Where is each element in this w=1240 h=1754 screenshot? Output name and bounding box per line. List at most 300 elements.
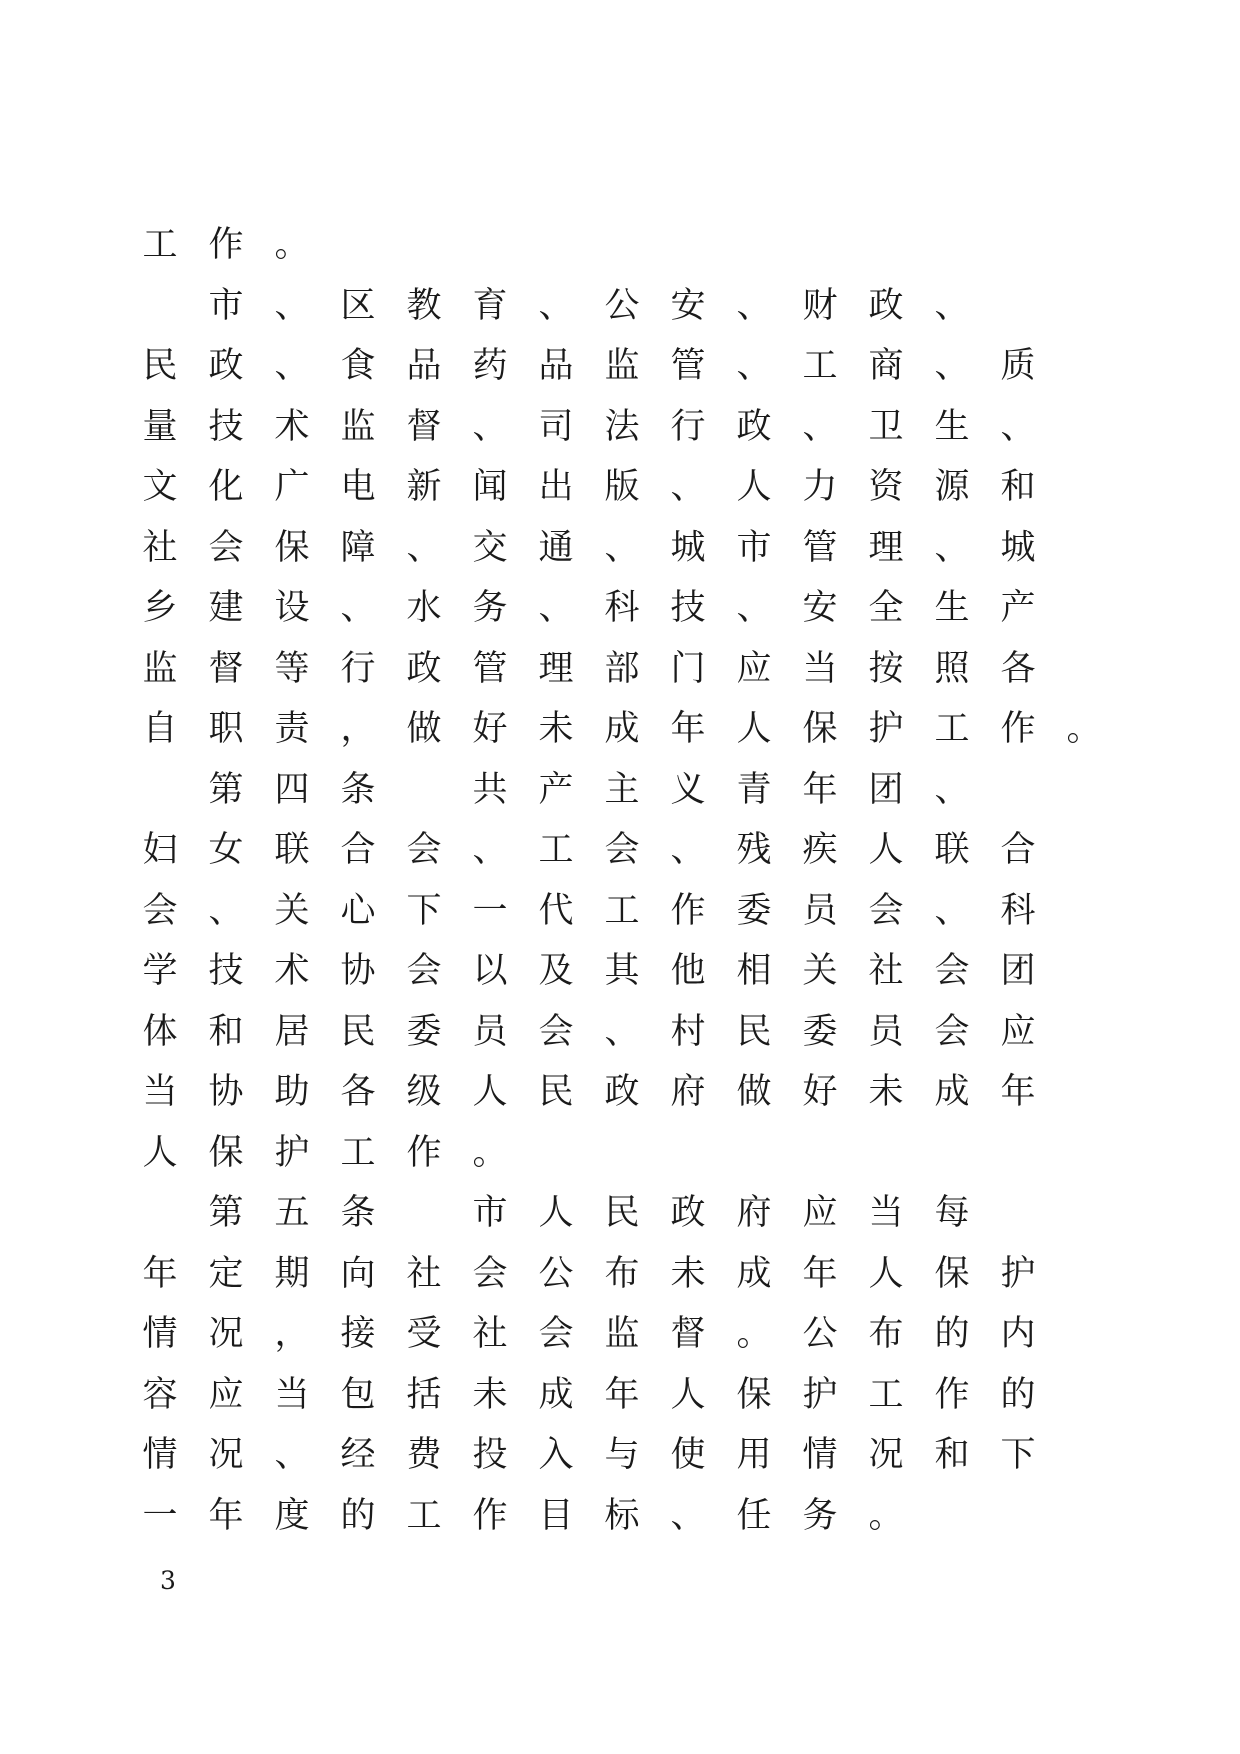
text-char: 会: [406, 830, 442, 870]
text-char: 生: [934, 588, 970, 628]
text-char: 、: [604, 527, 640, 568]
text-char: 、: [736, 588, 772, 628]
text-char: 、: [736, 285, 772, 326]
text-char: 质: [1000, 346, 1036, 386]
text-char: 与: [604, 1435, 640, 1475]
text-char: 产: [538, 769, 574, 810]
text-char: 理: [538, 648, 574, 689]
text-char: 、: [670, 830, 706, 870]
text-char: 督: [406, 406, 442, 447]
text-char: 团: [868, 769, 904, 810]
text-char: 、: [1000, 406, 1036, 447]
text-char: [394, 760, 454, 820]
text-line: [142, 1365, 1160, 1425]
text-char: 产: [1000, 588, 1036, 628]
text-char: 监: [142, 648, 178, 689]
text-char: 费: [406, 1435, 442, 1475]
text-char: 第: [208, 769, 244, 810]
text-char: 合: [1000, 830, 1036, 870]
text-char: 作: [1000, 709, 1036, 749]
text-char: 会: [406, 951, 442, 991]
text-char: 安: [802, 588, 838, 628]
text-char: 会: [934, 951, 970, 991]
text-char: 团: [1000, 951, 1036, 991]
text-char: 市: [736, 527, 772, 568]
text-char: 民: [142, 346, 178, 386]
text-char: 门: [670, 648, 706, 689]
text-char: 城: [670, 527, 706, 568]
text-char: 会: [208, 527, 244, 568]
text-char: 化: [208, 467, 244, 507]
text-char: 做: [736, 1072, 772, 1112]
text-line: [142, 881, 1160, 941]
text-char: 成: [934, 1072, 970, 1112]
text-char: 度: [274, 1495, 310, 1536]
text-char: 术: [274, 951, 310, 991]
text-char: 、: [670, 1495, 706, 1536]
text-char: 行: [670, 406, 706, 447]
text-char: 通: [538, 527, 574, 568]
text-char: 作: [406, 1132, 442, 1173]
text-char: 社: [472, 1314, 508, 1354]
text-char: 会: [868, 890, 904, 931]
text-line: [142, 1062, 1160, 1122]
text-char: 和: [934, 1435, 970, 1475]
text-char: ，: [340, 709, 376, 749]
text-char: 职: [208, 709, 244, 749]
text-char: 、: [538, 588, 574, 628]
text-char: 。: [868, 1495, 904, 1536]
text-char: 四: [274, 769, 310, 810]
text-char: 年: [208, 1495, 244, 1536]
text-char: 监: [604, 1314, 640, 1354]
text-char: 、: [802, 406, 838, 447]
text-char: 行: [340, 648, 376, 689]
text-char: 区: [340, 285, 376, 326]
text-char: 和: [1000, 467, 1036, 507]
text-char: 会: [538, 1011, 574, 1052]
text-char: 况: [868, 1435, 904, 1475]
text-char: 管: [802, 527, 838, 568]
text-char: 术: [274, 406, 310, 447]
text-char: 水: [406, 588, 442, 628]
text-char: 、: [406, 527, 442, 568]
text-line: [142, 1304, 1160, 1364]
text-char: 、: [274, 285, 310, 326]
text-char: 心: [340, 890, 376, 931]
text-char: 管: [472, 648, 508, 689]
text-char: 、: [604, 1011, 640, 1052]
text-char: 成: [604, 709, 640, 749]
text-char: 受: [406, 1314, 442, 1354]
text-char: 未: [868, 1072, 904, 1112]
text-char: 工: [142, 225, 178, 265]
text-char: 、: [736, 346, 772, 386]
text-char: 会: [538, 1314, 574, 1354]
text-char: 级: [406, 1072, 442, 1112]
text-char: 政: [868, 285, 904, 326]
text-char: 政: [406, 648, 442, 689]
text-char: 理: [868, 527, 904, 568]
text-char: 食: [340, 346, 376, 386]
text-char: 的: [340, 1495, 376, 1536]
text-char: 科: [1000, 890, 1036, 931]
text-char: [130, 1183, 190, 1243]
text-char: 当: [274, 1374, 310, 1415]
text-char: 未: [472, 1374, 508, 1415]
text-char: 、: [934, 346, 970, 386]
text-line: [142, 578, 1160, 638]
text-char: 他: [670, 951, 706, 991]
text-char: 安: [670, 285, 706, 326]
text-char: 作: [472, 1495, 508, 1536]
text-char: 代: [538, 890, 574, 931]
text-char: 版: [604, 467, 640, 507]
text-char: 向: [340, 1253, 376, 1294]
text-char: 会: [472, 1253, 508, 1294]
text-char: 技: [208, 406, 244, 447]
text-char: 各: [340, 1072, 376, 1112]
text-char: 况: [208, 1314, 244, 1354]
text-char: 员: [472, 1011, 508, 1052]
text-char: 公: [538, 1253, 574, 1294]
text-char: 务: [802, 1495, 838, 1536]
text-char: 量: [142, 406, 178, 447]
text-char: 全: [868, 588, 904, 628]
text-char: 条: [340, 769, 376, 810]
text-char: 关: [274, 890, 310, 931]
text-char: 工: [934, 709, 970, 749]
text-char: 助: [274, 1072, 310, 1112]
text-char: 人: [868, 830, 904, 870]
text-line: [142, 1002, 1160, 1062]
text-char: 建: [208, 588, 244, 628]
text-line: [142, 699, 1160, 759]
text-char: 下: [406, 890, 442, 931]
text-char: 好: [802, 1072, 838, 1112]
text-char: 作: [208, 225, 244, 265]
text-char: 品: [538, 346, 574, 386]
text-char: 工: [340, 1132, 376, 1173]
text-char: 人: [472, 1072, 508, 1112]
text-char: 技: [208, 951, 244, 991]
text-char: 市: [208, 285, 244, 326]
text-char: 卫: [868, 406, 904, 447]
text-char: 内: [1000, 1314, 1036, 1354]
text-char: 工: [538, 830, 574, 870]
text-char: 、: [670, 467, 706, 507]
text-char: 会: [142, 890, 178, 931]
text-char: 民: [736, 1011, 772, 1052]
text-char: 联: [934, 830, 970, 870]
text-char: 做: [406, 709, 442, 749]
text-char: 督: [208, 648, 244, 689]
text-char: 、: [274, 346, 310, 386]
text-char: 目: [538, 1495, 574, 1536]
text-char: 况: [208, 1435, 244, 1475]
text-char: 。: [736, 1314, 772, 1354]
text-char: 共: [472, 769, 508, 810]
text-char: 以: [472, 951, 508, 991]
text-char: 民: [340, 1011, 376, 1052]
text-char: 当: [868, 1193, 904, 1233]
text-char: 年: [670, 709, 706, 749]
text-char: 应: [1000, 1011, 1036, 1052]
text-char: 城: [1000, 527, 1036, 568]
text-char: 当: [142, 1072, 178, 1112]
text-char: 第: [208, 1193, 244, 1233]
text-char: 会: [934, 1011, 970, 1052]
text-char: 年: [802, 1253, 838, 1294]
text-char: 人: [736, 709, 772, 749]
text-line: [160, 276, 1160, 336]
text-char: 委: [802, 1011, 838, 1052]
text-char: 人: [538, 1193, 574, 1233]
text-char: 府: [670, 1072, 706, 1112]
text-char: 作: [670, 890, 706, 931]
text-char: 民: [604, 1193, 640, 1233]
page-number: 3: [160, 1566, 176, 1595]
text-char: 相: [736, 951, 772, 991]
text-char: 村: [670, 1011, 706, 1052]
text-char: 布: [868, 1314, 904, 1354]
text-char: 情: [802, 1435, 838, 1475]
text-char: 政: [208, 346, 244, 386]
text-char: 、: [934, 285, 970, 326]
text-char: 人: [670, 1374, 706, 1415]
text-char: 当: [802, 648, 838, 689]
text-char: 人: [736, 467, 772, 507]
text-char: 年: [1000, 1072, 1036, 1112]
text-char: 情: [142, 1314, 178, 1354]
text-char: 公: [604, 285, 640, 326]
text-char: 等: [274, 648, 310, 689]
text-line: [160, 760, 1160, 820]
text-char: 。: [274, 225, 310, 265]
text-char: 年: [142, 1253, 178, 1294]
text-char: 民: [538, 1072, 574, 1112]
text-char: 主: [604, 769, 640, 810]
text-line: [142, 215, 1160, 275]
text-char: 会: [604, 830, 640, 870]
text-char: 应: [208, 1374, 244, 1415]
text-char: 居: [274, 1011, 310, 1052]
text-char: 保: [208, 1132, 244, 1173]
text-line: [142, 1244, 1160, 1304]
text-char: 成: [736, 1253, 772, 1294]
text-char: 政: [736, 406, 772, 447]
text-char: 人: [142, 1132, 178, 1173]
text-char: 政: [670, 1193, 706, 1233]
text-line: [142, 1123, 1160, 1183]
text-char: 教: [406, 285, 442, 326]
text-char: 法: [604, 406, 640, 447]
text-char: 布: [604, 1253, 640, 1294]
text-char: 残: [736, 830, 772, 870]
text-line: [160, 1183, 1160, 1243]
text-char: 、: [472, 406, 508, 447]
text-char: 、: [934, 890, 970, 931]
text-char: 、: [934, 769, 970, 810]
text-char: 护: [802, 1374, 838, 1415]
text-char: 科: [604, 588, 640, 628]
text-char: 商: [868, 346, 904, 386]
text-line: [142, 336, 1160, 396]
text-char: 护: [274, 1132, 310, 1173]
text-char: 自: [142, 709, 178, 749]
text-char: 及: [538, 951, 574, 991]
text-char: 新: [406, 467, 442, 507]
text-char: 使: [670, 1435, 706, 1475]
text-char: 保: [274, 527, 310, 568]
text-char: 协: [208, 1072, 244, 1112]
text-char: 保: [934, 1253, 970, 1294]
text-char: 妇: [142, 830, 178, 870]
text-char: 的: [1000, 1374, 1036, 1415]
text-line: [142, 397, 1160, 457]
text-char: 疾: [802, 830, 838, 870]
text-char: 药: [472, 346, 508, 386]
text-char: 保: [736, 1374, 772, 1415]
text-char: 品: [406, 346, 442, 386]
text-char: 标: [604, 1495, 640, 1536]
text-char: 社: [406, 1253, 442, 1294]
text-char: 一: [472, 890, 508, 931]
text-char: 技: [670, 588, 706, 628]
text-char: 照: [934, 648, 970, 689]
text-line: [142, 518, 1160, 578]
text-char: 生: [934, 406, 970, 447]
text-char: 广: [274, 467, 310, 507]
text-char: 保: [802, 709, 838, 749]
text-char: 未: [538, 709, 574, 749]
text-char: 义: [670, 769, 706, 810]
text-char: 社: [868, 951, 904, 991]
text-char: 、: [472, 830, 508, 870]
text-char: 、: [538, 285, 574, 326]
text-char: 作: [934, 1374, 970, 1415]
text-char: [394, 1183, 454, 1243]
text-char: 体: [142, 1011, 178, 1052]
text-line: [142, 941, 1160, 1001]
text-char: 员: [802, 890, 838, 931]
text-char: 学: [142, 951, 178, 991]
text-char: 年: [604, 1374, 640, 1415]
text-char: 女: [208, 830, 244, 870]
text-char: 一: [142, 1495, 178, 1536]
text-char: 工: [406, 1495, 442, 1536]
text-char: 出: [538, 467, 574, 507]
text-char: 期: [274, 1253, 310, 1294]
text-char: 和: [208, 1011, 244, 1052]
text-char: 青: [736, 769, 772, 810]
text-char: 护: [1000, 1253, 1036, 1294]
text-char: 务: [472, 588, 508, 628]
text-char: 成: [538, 1374, 574, 1415]
text-char: 应: [802, 1193, 838, 1233]
text-char: 、: [274, 1435, 310, 1475]
text-char: 联: [274, 830, 310, 870]
text-char: 政: [604, 1072, 640, 1112]
text-char: 用: [736, 1435, 772, 1475]
text-char: 管: [670, 346, 706, 386]
text-char: 源: [934, 467, 970, 507]
text-char: 电: [340, 467, 376, 507]
text-char: 各: [1000, 648, 1036, 689]
text-char: 、: [208, 890, 244, 931]
text-char: 未: [670, 1253, 706, 1294]
text-char: 定: [208, 1253, 244, 1294]
text-char: 人: [868, 1253, 904, 1294]
text-char: 好: [472, 709, 508, 749]
text-char: 任: [736, 1495, 772, 1536]
text-char: 工: [868, 1374, 904, 1415]
text-char: 设: [274, 588, 310, 628]
text-char: 文: [142, 467, 178, 507]
text-char: 。: [1066, 709, 1102, 749]
text-line: [142, 457, 1160, 517]
text-char: 财: [802, 285, 838, 326]
text-line: [142, 820, 1160, 880]
text-char: 其: [604, 951, 640, 991]
text-char: 经: [340, 1435, 376, 1475]
text-char: 应: [736, 648, 772, 689]
text-line: [142, 639, 1160, 699]
text-char: 资: [868, 467, 904, 507]
text-char: 入: [538, 1435, 574, 1475]
text-char: 乡: [142, 588, 178, 628]
text-char: 工: [802, 346, 838, 386]
text-char: 按: [868, 648, 904, 689]
text-char: [130, 276, 190, 336]
text-char: 护: [868, 709, 904, 749]
text-char: 障: [340, 527, 376, 568]
text-char: 、: [934, 527, 970, 568]
text-char: 条: [340, 1193, 376, 1233]
text-char: 年: [802, 769, 838, 810]
text-char: 员: [868, 1011, 904, 1052]
text-char: 合: [340, 830, 376, 870]
text-char: 委: [406, 1011, 442, 1052]
text-char: 。: [472, 1132, 508, 1173]
text-char: 情: [142, 1435, 178, 1475]
text-char: 市: [472, 1193, 508, 1233]
text-char: 公: [802, 1314, 838, 1354]
text-char: 五: [274, 1193, 310, 1233]
text-char: 力: [802, 467, 838, 507]
text-char: 监: [340, 406, 376, 447]
text-char: 工: [604, 890, 640, 931]
text-char: 括: [406, 1374, 442, 1415]
text-char: 委: [736, 890, 772, 931]
text-line: [142, 1486, 1160, 1546]
text-line: [142, 1425, 1160, 1485]
text-char: 下: [1000, 1435, 1036, 1475]
text-char: 的: [934, 1314, 970, 1354]
text-char: ，: [274, 1314, 310, 1354]
text-char: 关: [802, 951, 838, 991]
text-char: 投: [472, 1435, 508, 1475]
text-char: 每: [934, 1193, 970, 1233]
text-char: 府: [736, 1193, 772, 1233]
text-char: 、: [340, 588, 376, 628]
text-char: 交: [472, 527, 508, 568]
text-char: 容: [142, 1374, 178, 1415]
text-char: 闻: [472, 467, 508, 507]
text-char: 包: [340, 1374, 376, 1415]
text-char: 社: [142, 527, 178, 568]
text-char: 协: [340, 951, 376, 991]
